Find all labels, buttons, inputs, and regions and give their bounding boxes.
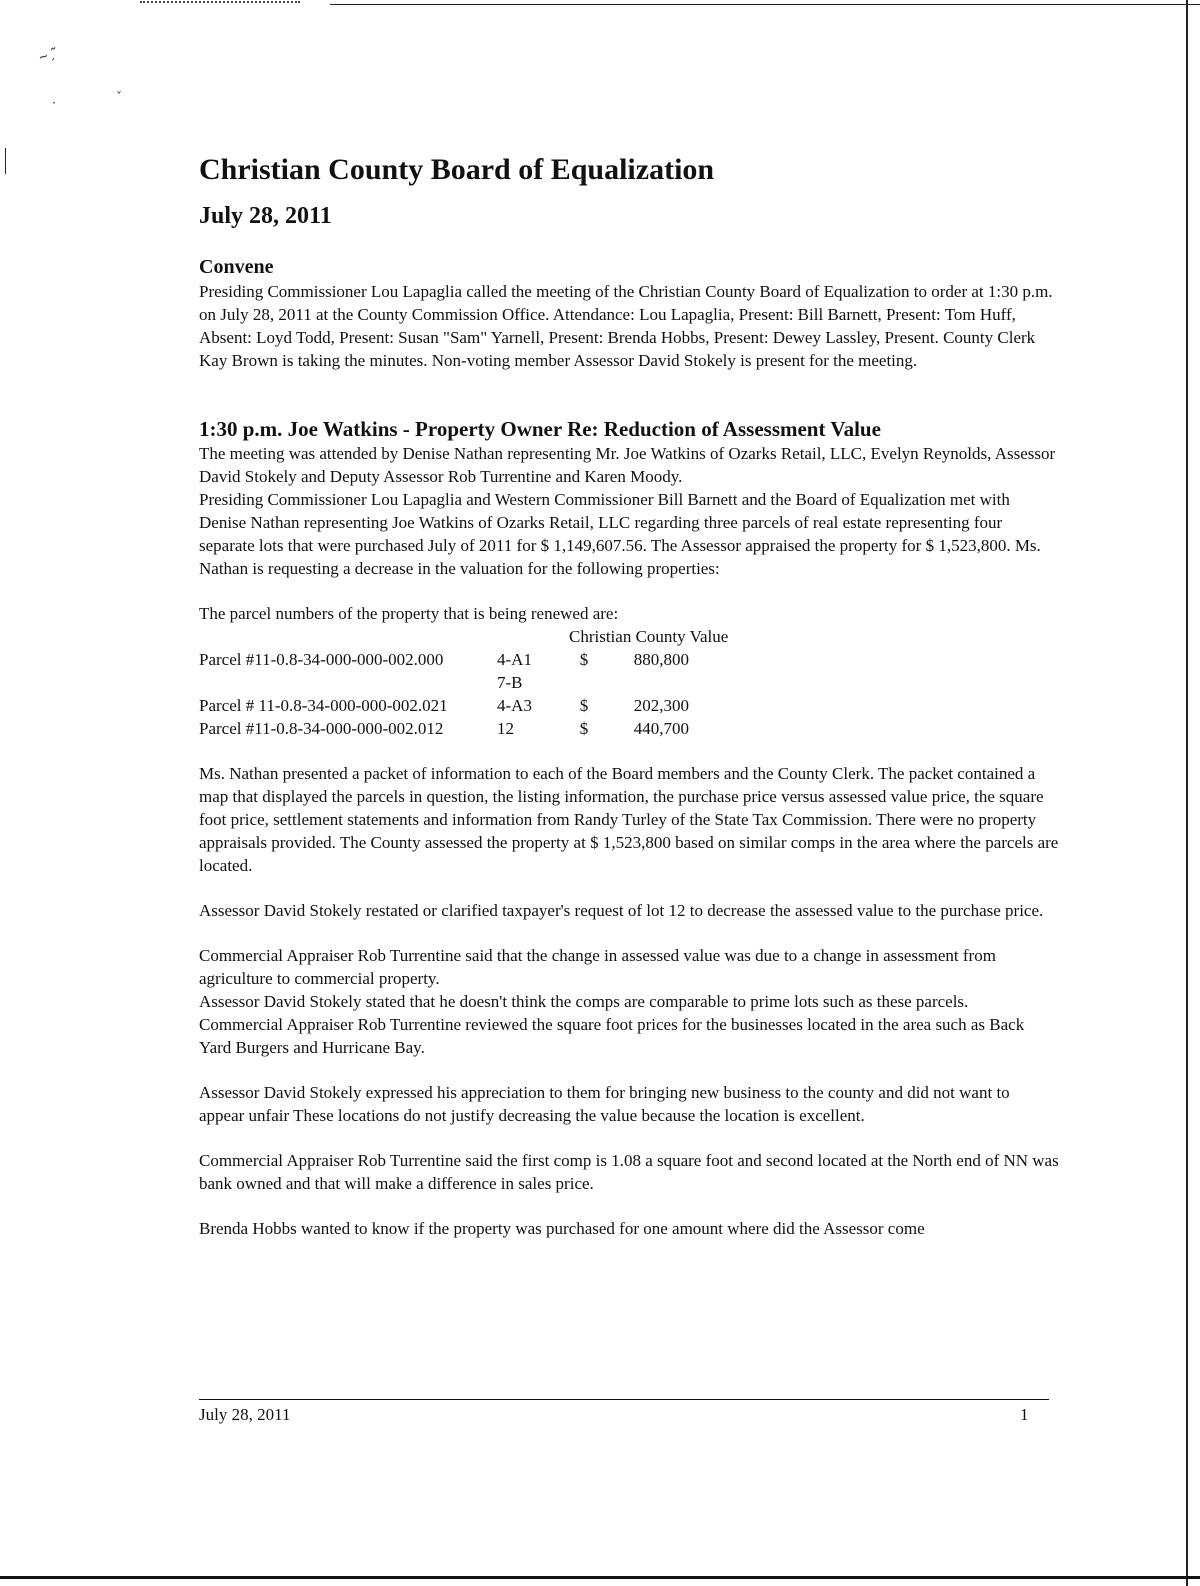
parcel-intro: The parcel numbers of the property that is being renewed are:: [199, 604, 619, 623]
footer-date: July 28, 2011: [199, 1405, 291, 1424]
parcel-value: [599, 671, 689, 694]
parcel-number: Parcel # 11-0.8-34-000-000-002.021: [199, 696, 448, 715]
document-date: July 28, 2011: [199, 203, 332, 229]
parcel-number: [199, 671, 497, 694]
scan-edge-left-mark: [5, 148, 6, 174]
hearing-attendance: The meeting was attended by Denise Nathan representing Mr. Joe Watkins of Ozarks Retail, LLC, Evelyn Reynolds, Assessor David Stokely and Deputy Assessor Rob Turrentine and Karen Moody.: [199, 444, 1056, 486]
body-paragraph: Brenda Hobbs wanted to know if the property was purchased for one amount where did the Assessor come: [199, 1219, 925, 1238]
scan-speck: ·: [52, 96, 56, 110]
scan-speck: ~ˏ ᷉: [36, 45, 60, 65]
parcel-number: Parcel #11-0.8-34-000-000-002.000: [199, 650, 444, 669]
hearing-summary: Presiding Commissioner Lou Lapaglia and Western Commissioner Bill Barnett and the Board of Equalization met with Denise Nathan representing Joe Watkins of Ozarks Retail, LLC regarding three parcels of real estate representing four separate lots that were purchased July of 2011 for $ 1,149,607.56. The Assessor appraised the property for $ 1,523,800. Ms. Nathan is requesting a decrease in the valuation for the following properties:: [199, 490, 1041, 578]
document-page: [199, 150, 1059, 1240]
parcel-value-column-header: Christian County Value: [569, 627, 729, 646]
convene-body: Presiding Commissioner Lou Lapaglia called the meeting of the Christian County Board of Equalization to order at 1:30 p.m. on July 28, 2011 at the County Commission Office. Attendance: Lou Lapaglia, Present: Bill Barnett, Present: Tom Huff, Absent: Loyd Todd, Present: Susan "Sam" Yarnell, Present: Brenda Hobbs, Present: Dewey Lassley, Present. County Clerk Kay Brown is taking the minutes. Non-voting member Assessor David Stokely is present for the meeting.: [199, 282, 1053, 370]
parcel-number: Parcel #11-0.8-34-000-000-002.012: [199, 719, 444, 738]
scan-edge-top-dotted: [140, 1, 300, 5]
parcel-row: [199, 717, 1059, 740]
scan-edge-bottom: [0, 1576, 1200, 1579]
parcel-value: 202,300: [633, 696, 689, 715]
parcel-row: [199, 648, 1059, 671]
scan-edge-right: [1186, 0, 1188, 1586]
body-paragraph: Commercial Appraiser Rob Turrentine said that the change in assessed value was due to a change in assessment from agriculture to commercial property.: [199, 946, 996, 988]
footer-rule: [199, 1399, 1049, 1400]
parcel-lot: 4-A3: [497, 696, 532, 715]
parcel-lot: 12: [497, 719, 514, 738]
parcel-currency: $: [579, 719, 589, 738]
body-paragraph: Commercial Appraiser Rob Turrentine said the first comp is 1.08 a square foot and second located at the North end of NN was bank owned and that will make a difference in sales price.: [199, 1151, 1059, 1193]
scan-edge-top: [330, 4, 1200, 5]
parcel-lot: 7-B: [497, 673, 523, 692]
body-paragraph: Assessor David Stokely stated that he doesn't think the comps are comparable to prime lots such as these parcels.: [199, 992, 969, 1011]
hearing-heading: 1:30 p.m. Joe Watkins - Property Owner Re: Reduction of Assessment Value: [199, 417, 881, 441]
parcel-currency: $: [579, 696, 589, 715]
parcel-lot: 4-A1: [497, 650, 532, 669]
body-paragraph: Commercial Appraiser Rob Turrentine reviewed the square foot prices for the businesses located in the area such as Back Yard Burgers and Hurricane Bay.: [199, 1015, 1025, 1057]
scan-speck: ˇ: [116, 90, 122, 104]
body-paragraph: Ms. Nathan presented a packet of information to each of the Board members and the County Clerk. The packet contained a map that displayed the parcels in question, the listing information, the purchase price versus assessed value price, the square foot price, settlement statements and information from Randy Turley of the State Tax Commission. There were no property appraisals provided. The County assessed the property at $ 1,523,800 based on similar comps in the area where the parcels are located.: [199, 764, 1059, 875]
parcel-row: [199, 671, 1059, 694]
parcel-currency: [569, 671, 599, 694]
parcel-row: [199, 694, 1059, 717]
body-paragraph: Assessor David Stokely expressed his appreciation to them for bringing new business to the county and did not want to appear unfair These locations do not justify decreasing the value because the location is excellent.: [199, 1083, 1010, 1125]
body-paragraph: Assessor David Stokely restated or clarified taxpayer's request of lot 12 to decrease the assessed value to the purchase price.: [199, 901, 1044, 920]
parcel-table: [199, 602, 1059, 740]
convene-heading: Convene: [199, 256, 274, 278]
page-number: 1: [1020, 1405, 1029, 1424]
parcel-value: 440,700: [633, 719, 689, 738]
parcel-value: 880,800: [633, 650, 689, 669]
document-title: Christian County Board of Equalization: [199, 153, 715, 186]
parcel-currency: $: [579, 650, 589, 669]
